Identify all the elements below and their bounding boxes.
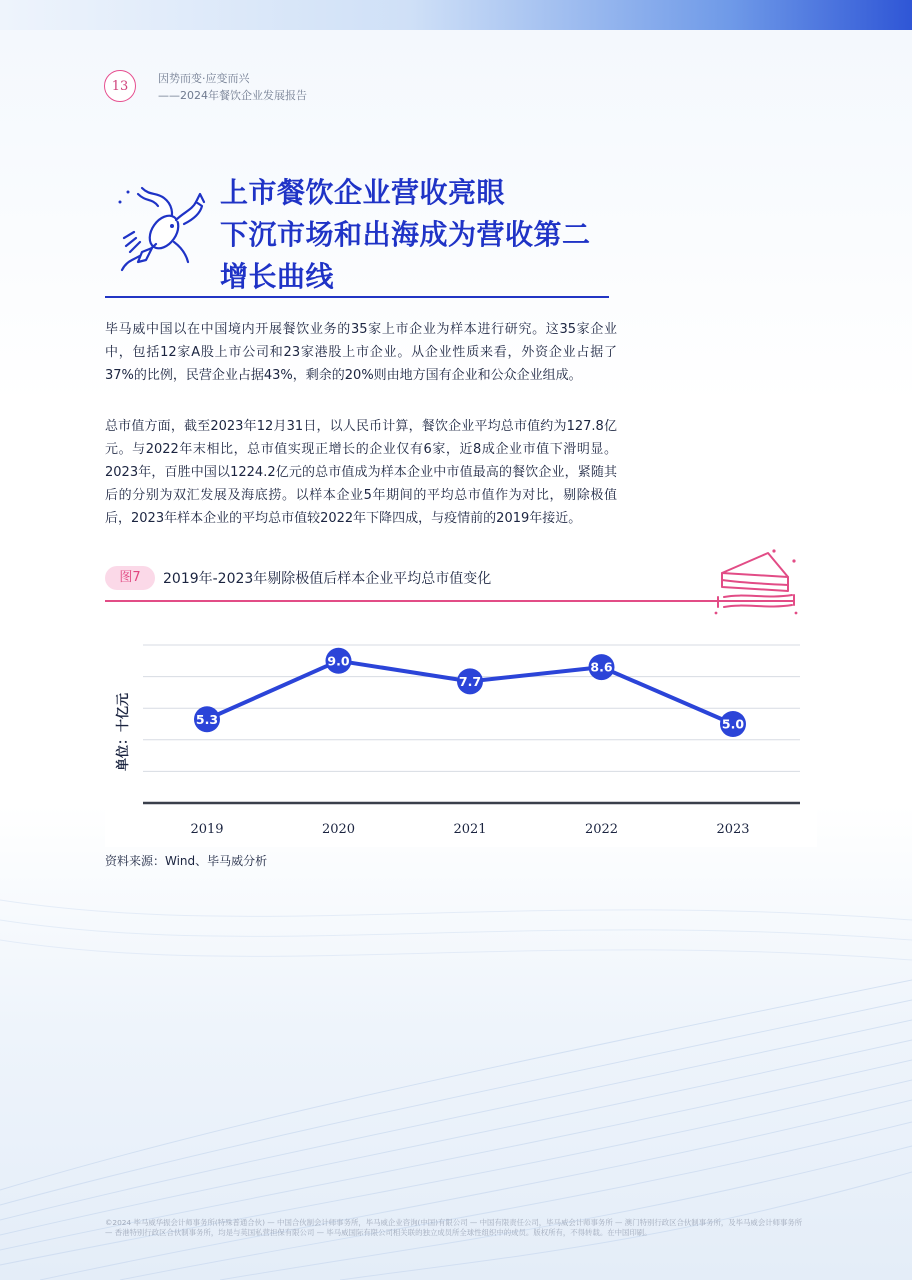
x-tick-label: 2022: [584, 822, 619, 837]
background-wave-lines: [0, 860, 912, 1280]
chart-area: [105, 615, 817, 847]
x-tick-label: 2020: [321, 822, 356, 837]
section-title-line-1: 上市餐饮企业营收亮眼: [220, 176, 506, 209]
figure-tag: 图7: [105, 566, 155, 590]
figure-title: 2019年-2023年剔除极值后样本企业平均总市值变化: [163, 571, 492, 587]
figure-rule: [105, 600, 795, 602]
report-header: [158, 70, 307, 104]
page-number-badge: [104, 70, 136, 102]
header-line-1: 因势而变·应变而兴: [158, 72, 250, 85]
data-label: 8.6: [590, 659, 613, 675]
data-label: 5.3: [195, 711, 219, 727]
x-tick-label: 2021: [453, 822, 487, 837]
x-tick-label: 2023: [716, 822, 750, 837]
title-underline: [105, 296, 609, 298]
figure-header: [105, 563, 795, 603]
body-paragraph-1: 毕马威中国以在中国境内开展餐饮业务的35家上市企业为样本进行研究。这35家企业中，包括12家A股上市公司和23家港股上市企业。从企业性质来看，外资企业占据了37%的比例，民营企业占据43%，剩余的20%则由地方国有企业和公众企业组成。: [105, 322, 617, 383]
cake-slice-icon: [714, 547, 798, 617]
lobster-icon: [112, 182, 208, 274]
x-tick-label: 2019: [190, 822, 224, 837]
data-label: 7.7: [458, 673, 482, 689]
y-axis-label: 单位：十亿元: [116, 692, 131, 772]
page-number: 13: [111, 78, 129, 94]
header-line-2: ——2024年餐饮企业发展报告: [158, 89, 307, 102]
source-note: 资料来源：Wind、毕马威分析: [105, 854, 268, 868]
body-paragraph-2: 总市值方面，截至2023年12月31日，以人民币计算，餐饮企业平均总市值约为127.8亿元。与2022年末相比，总市值实现正增长的企业仅有6家，近8成企业市值下滑明显。2023年，百胜中国以1224.2亿元的总市值成为样本企业中市值最高的餐饮企业，紧随其后的分别为双汇发展及海底捞。以样本企业5年期间的平均总市值作为对比，剔除极值后，2023年样本企业的平均总市值较2022年下降四成，与疫情前的2019年接近。: [105, 419, 617, 526]
section-title: [220, 172, 620, 298]
data-label: 9.0: [327, 653, 350, 669]
section-title-line-2: 下沉市场和出海成为营收第二: [220, 218, 591, 251]
line-chart: [105, 615, 817, 847]
top-gradient-bar: [0, 0, 912, 30]
copyright-footer: ©2024 毕马威华振会计师事务所(特殊普通合伙) — 中国合伙制会计师事务所，毕马威企业咨询(中国)有限公司 — 中国有限责任公司，毕马威会计师事务所 — 澳门特别行政区合伙制事务所，及毕马威会计师事务所 — 香港特别行政区合伙制事务所，均是与英国私营担保有限公司 — 毕马威国际有限公司相关联的独立成员所全球性组织中的成员。版权所有，不得转载。在中国印刷。: [105, 1218, 803, 1237]
data-label: 5.0: [721, 716, 745, 732]
section-title-line-3: 增长曲线: [220, 260, 335, 293]
